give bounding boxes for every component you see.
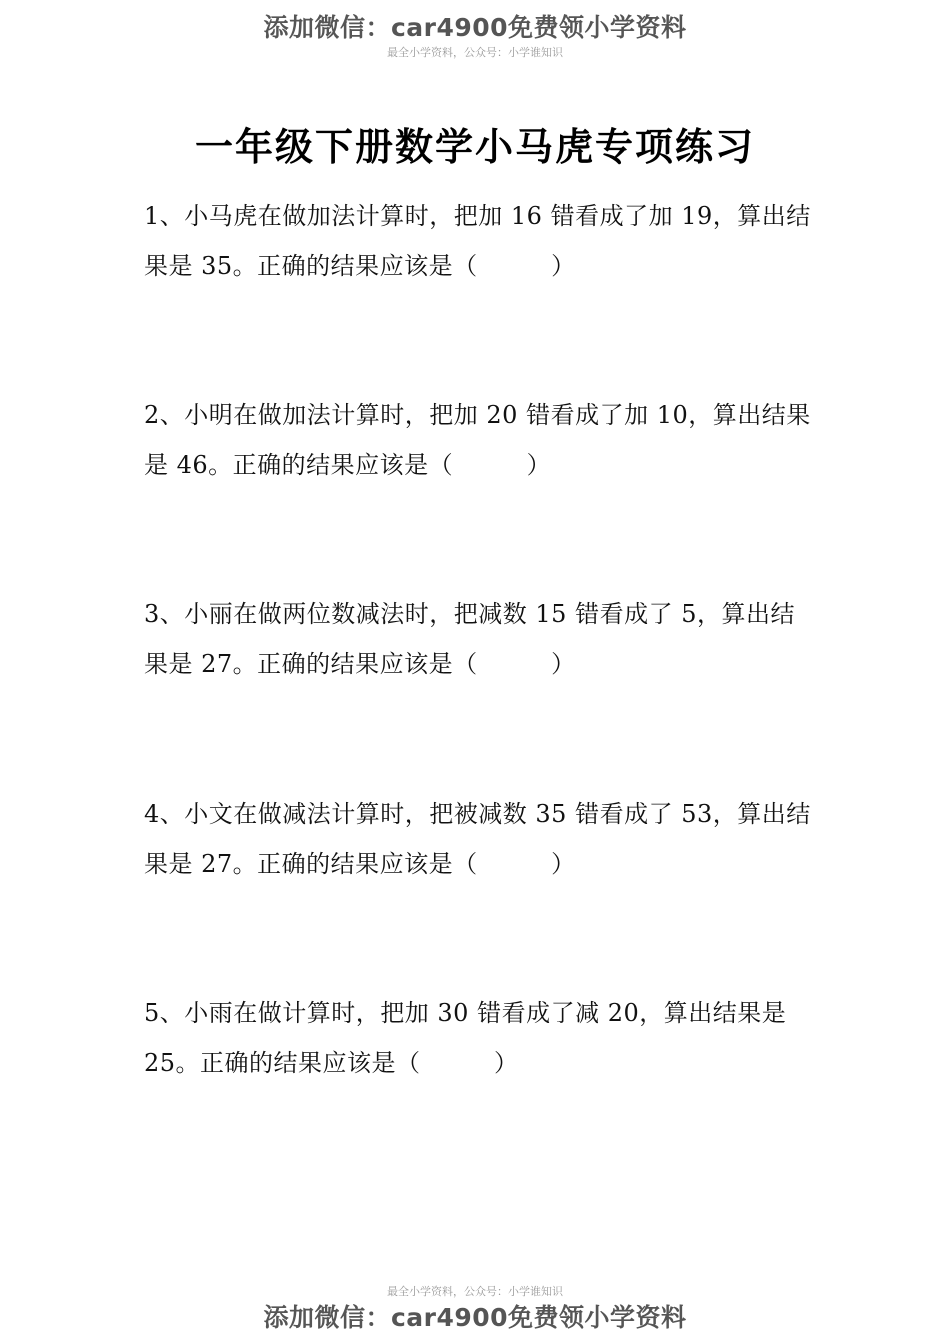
question-1: 1、小马虎在做加法计算时，把加 16 错看成了加 19，算出结果是 35。正确的结果应该是（ ） [144,202,811,280]
page-title: 一年级下册数学小马虎专项练习 [194,125,755,169]
watermark-bottom: 添加微信：car4900免费领小学资料 [263,1303,687,1332]
watermark-small-top: 最全小学资料，公众号：小学谁知识 [387,46,563,59]
question-5: 5、小雨在做计算时，把加 30 错看成了减 20，算出结果是 25。正确的结果应该是（ ） [144,999,787,1077]
watermark-top: 添加微信：car4900免费领小学资料 [263,13,687,42]
question-3: 3、小丽在做两位数减法时，把减数 15 错看成了 5，算出结果是 27。正确的结果应该是（ ） [144,600,795,678]
question-2: 2、小明在做加法计算时，把加 20 错看成了加 10，算出结果是 46。正确的结果应该是（ ） [144,401,811,479]
question-4: 4、小文在做减法计算时，把被减数 35 错看成了 53，算出结果是 27。正确的结果应该是（ ） [144,800,811,878]
watermark-small-bottom: 最全小学资料，公众号：小学谁知识 [387,1285,563,1298]
